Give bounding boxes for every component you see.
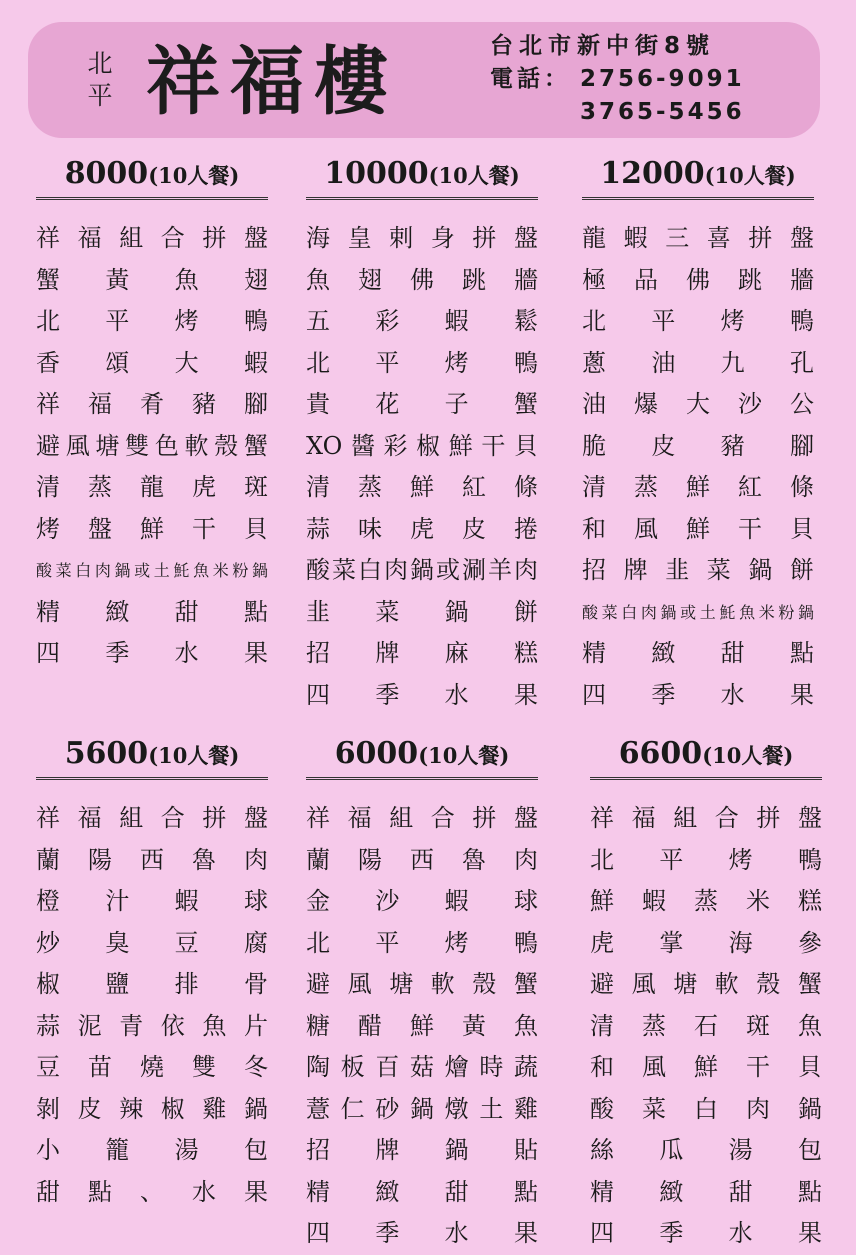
- menu-item: 薏仁砂鍋燉土雞: [306, 1094, 538, 1123]
- menu-item: 貴花子蟹: [306, 390, 538, 418]
- menu-title: [36, 156, 268, 200]
- menu-item: 祥福組合拼盤: [36, 224, 268, 252]
- menu-item: 豆苗燒雙冬: [36, 1053, 268, 1081]
- menu-item: 精緻甜點: [590, 1177, 822, 1206]
- menu-item: 清蒸龍虎斑: [36, 473, 268, 501]
- menu-item: 海皇剌身拼盤: [306, 224, 538, 252]
- menu-item: 四季水果: [306, 1219, 538, 1247]
- menu-item: 金沙蝦球: [306, 887, 538, 915]
- menu-item: 清蒸石斑魚: [590, 1011, 822, 1040]
- menu-item: 四季水果: [582, 680, 814, 709]
- menu-item: 橙汁蝦球: [36, 887, 268, 915]
- menu-item: 精緻甜點: [36, 597, 268, 626]
- menu-price: 6600: [618, 736, 703, 771]
- menu-unit: (10人餐): [418, 743, 510, 768]
- menu-item: 四季水果: [306, 680, 538, 709]
- menu-item: 陶板百菇燴時蔬: [306, 1053, 538, 1081]
- menu-8000: [36, 156, 268, 675]
- menu-item: 蔥油九孔: [582, 348, 814, 377]
- menu-item: 招牌鍋貼: [306, 1136, 538, 1164]
- menu-title: [306, 156, 538, 200]
- menu-title: [36, 736, 268, 780]
- menu-item: 香頌大蝦: [36, 348, 268, 377]
- menu-item: 五彩蝦鬆: [306, 307, 538, 335]
- menu-item: 避風塘軟殼蟹: [590, 970, 822, 998]
- menu-item: 脆皮豬腳: [582, 431, 814, 460]
- menu-title: [590, 736, 822, 780]
- menu-item: 北平烤鴨: [36, 307, 268, 335]
- menu-item: 蟹黃魚翅: [36, 265, 268, 294]
- menu-item: 精緻甜點: [582, 639, 814, 667]
- menu-item: 祥福組合拼盤: [306, 804, 538, 832]
- menu-10000: [306, 156, 538, 716]
- menu-item: 虎掌海參: [590, 928, 822, 957]
- menu-items: [306, 798, 538, 1255]
- menu-6600: [590, 736, 822, 1255]
- menu-item: 北平烤鴨: [306, 928, 538, 957]
- contact-info: [490, 30, 800, 129]
- menu-6000: [306, 736, 538, 1255]
- menu-item: 祥福肴豬腳: [36, 390, 268, 418]
- menu-item: 避風塘軟殼蟹: [306, 970, 538, 998]
- menu-item: 招牌麻糕: [306, 639, 538, 667]
- menu-item: 精緻甜點: [306, 1177, 538, 1206]
- menu-price: 5600: [64, 736, 149, 771]
- menu-item: 清蒸鮮紅條: [582, 473, 814, 501]
- menu-unit: (10人餐): [702, 743, 794, 768]
- menu-price: 6000: [334, 736, 419, 771]
- menu-item: 四季水果: [590, 1219, 822, 1247]
- menu-item: 烤盤鮮干貝: [36, 514, 268, 543]
- menu-unit: (10人餐): [428, 163, 520, 188]
- restaurant-subtitle: 北平: [87, 49, 113, 110]
- menu-item: 絲瓜湯包: [590, 1136, 822, 1164]
- menu-item: 炒臭豆腐: [36, 928, 268, 957]
- menu-item: 酸菜白肉鍋或土魠魚米粉鍋: [582, 602, 814, 622]
- menu-items: [590, 798, 822, 1255]
- menu-unit: (10人餐): [148, 743, 240, 768]
- menu-unit: (10人餐): [704, 163, 796, 188]
- menu-item: 四季水果: [36, 639, 268, 667]
- address: 台北市新中街8號: [490, 33, 716, 59]
- menu-item: 和風鮮干貝: [582, 514, 814, 543]
- restaurant-name: 祥福樓: [146, 39, 398, 125]
- menu-item: 酸菜白肉鍋或涮羊肉: [306, 556, 538, 584]
- menu-item: 北平烤鴨: [590, 845, 822, 874]
- menu-items: [36, 798, 268, 1213]
- menu-item: 清蒸鮮紅條: [306, 473, 538, 501]
- menu-item: 糖醋鮮黃魚: [306, 1011, 538, 1040]
- menu-title: [306, 736, 538, 780]
- menu-items: [36, 218, 268, 675]
- menu-item: 蒜泥青依魚片: [36, 1011, 268, 1040]
- menu-item: 祥福組合拼盤: [36, 804, 268, 832]
- menu-item: 酸菜白肉鍋: [590, 1094, 822, 1123]
- phone-number-1: 2756-9091: [580, 66, 745, 92]
- menu-unit: (10人餐): [148, 163, 240, 188]
- menu-item: 祥福組合拼盤: [590, 804, 822, 832]
- menu-price: 10000: [324, 156, 429, 191]
- menu-item: 鮮蝦蒸米糕: [590, 887, 822, 915]
- menu-item: 魚翅佛跳牆: [306, 265, 538, 294]
- menu-item: 龍蝦三喜拼盤: [582, 224, 814, 252]
- menu-title: [582, 156, 814, 200]
- menu-5600: [36, 736, 268, 1213]
- menu-item: 油爆大沙公: [582, 390, 814, 418]
- menu-items: [582, 218, 814, 716]
- header-banner: [28, 22, 820, 138]
- menu-item: 北平烤鴨: [306, 348, 538, 377]
- menu-item: 蘭陽西魯肉: [306, 845, 538, 874]
- menu-item: 避風塘雙色軟殼蟹: [36, 431, 268, 460]
- menu-item: 小籠湯包: [36, 1136, 268, 1164]
- phone-number-2: 3765-5456: [580, 99, 745, 125]
- menu-item: 椒鹽排骨: [36, 970, 268, 998]
- menu-item: 甜點、水果: [36, 1177, 268, 1206]
- menu-item: 北平烤鴨: [582, 307, 814, 335]
- menu-item: XO醬彩椒鮮干貝: [306, 431, 538, 460]
- menu-item: 極品佛跳牆: [582, 265, 814, 294]
- menu-item: 蒜味虎皮捲: [306, 514, 538, 543]
- menu-item: 剝皮辣椒雞鍋: [36, 1094, 268, 1123]
- menu-item: 蘭陽西魯肉: [36, 845, 268, 874]
- menu-item: 和風鮮干貝: [590, 1053, 822, 1081]
- menu-items: [306, 218, 538, 716]
- menu-item: 酸菜白肉鍋或土魠魚米粉鍋: [36, 561, 268, 580]
- menu-item: 招牌韭菜鍋餅: [582, 556, 814, 584]
- menu-item: 韭菜鍋餅: [306, 597, 538, 626]
- menu-price: 8000: [64, 156, 149, 191]
- menu-12000: [582, 156, 814, 716]
- phone-label: 電話：: [490, 66, 571, 92]
- menu-price: 12000: [600, 156, 705, 191]
